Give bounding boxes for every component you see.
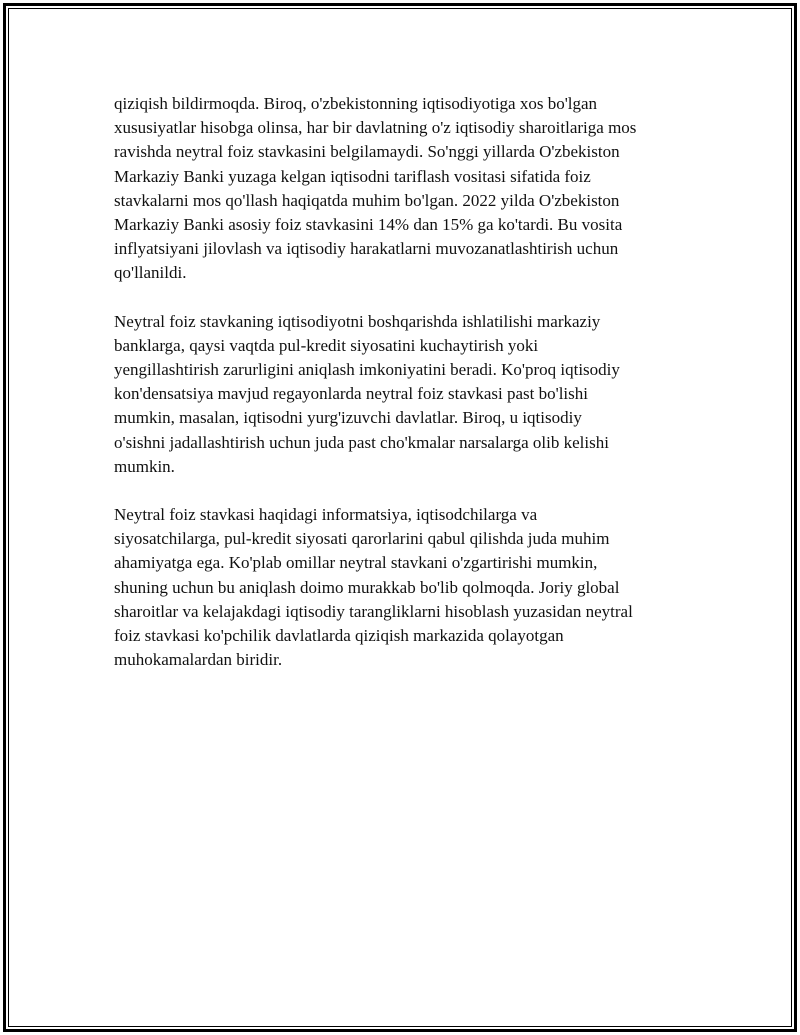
document-body [114, 92, 694, 696]
paragraph-1: qiziqish bildirmoqda. Biroq, o'zbekistonning iqtisodiyotiga xos bo'lgan xususiyatlar hisobga olinsa, har bir davlatning o'z iqtisodiy sharoitlariga mos ravishda neytral foiz stavkasini belgilamaydi. So'nggi yillarda O'zbekiston Markaziy Banki yuzaga kelgan iqtisodni tariflash vositasi sifatida foiz stavkalarni mos qo'llash haqiqatda muhim bo'lgan. 2022 yilda O'zbekiston Markaziy Banki asosiy foiz stavkasini 14% dan 15% ga ko'tardi. Bu vosita inflyatsiyani jilovlash va iqtisodiy harakatlarni muvozanatlashtirish uchun qo'llanildi. [114, 94, 637, 283]
paragraph-2: Neytral foiz stavkaning iqtisodiyotni boshqarishda ishlatilishi markaziy banklarga, qaysi vaqtda pul-kredit siyosatini kuchaytirish yoki yengillashtirish zarurligini aniqlash imkoniyatini beradi. Ko'proq iqtisodiy kon'densatsiya mavjud regayonlarda neytral foiz stavkasi past bo'lishi mumkin, masalan, iqtisodni yurg'izuvchi davlatlar. Biroq, u iqtisodiy o'sishni jadallashtirish uchun juda past cho'kmalar narsalarga olib kelishi mumkin. [114, 311, 620, 476]
paragraph-3: Neytral foiz stavkasi haqidagi informatsiya, iqtisodchilarga va siyosatchilarga, pul-kredit siyosati qarorlarini qabul qilishda juda muhim ahamiyatga ega. Ko'plab omillar neytral stavkani o'zgartirishi mumkin, shuning uchun bu aniqlash doimo murakkab bo'lib qolmoqda. Joriy global sharoitlar va kelajakdagi iqtisodiy tarangliklarni hisoblash yuzasidan neytral foiz stavkasi ko'pchilik davlatlarda qiziqish markazida qolayotgan muhokamalardan biridir. [114, 505, 633, 670]
